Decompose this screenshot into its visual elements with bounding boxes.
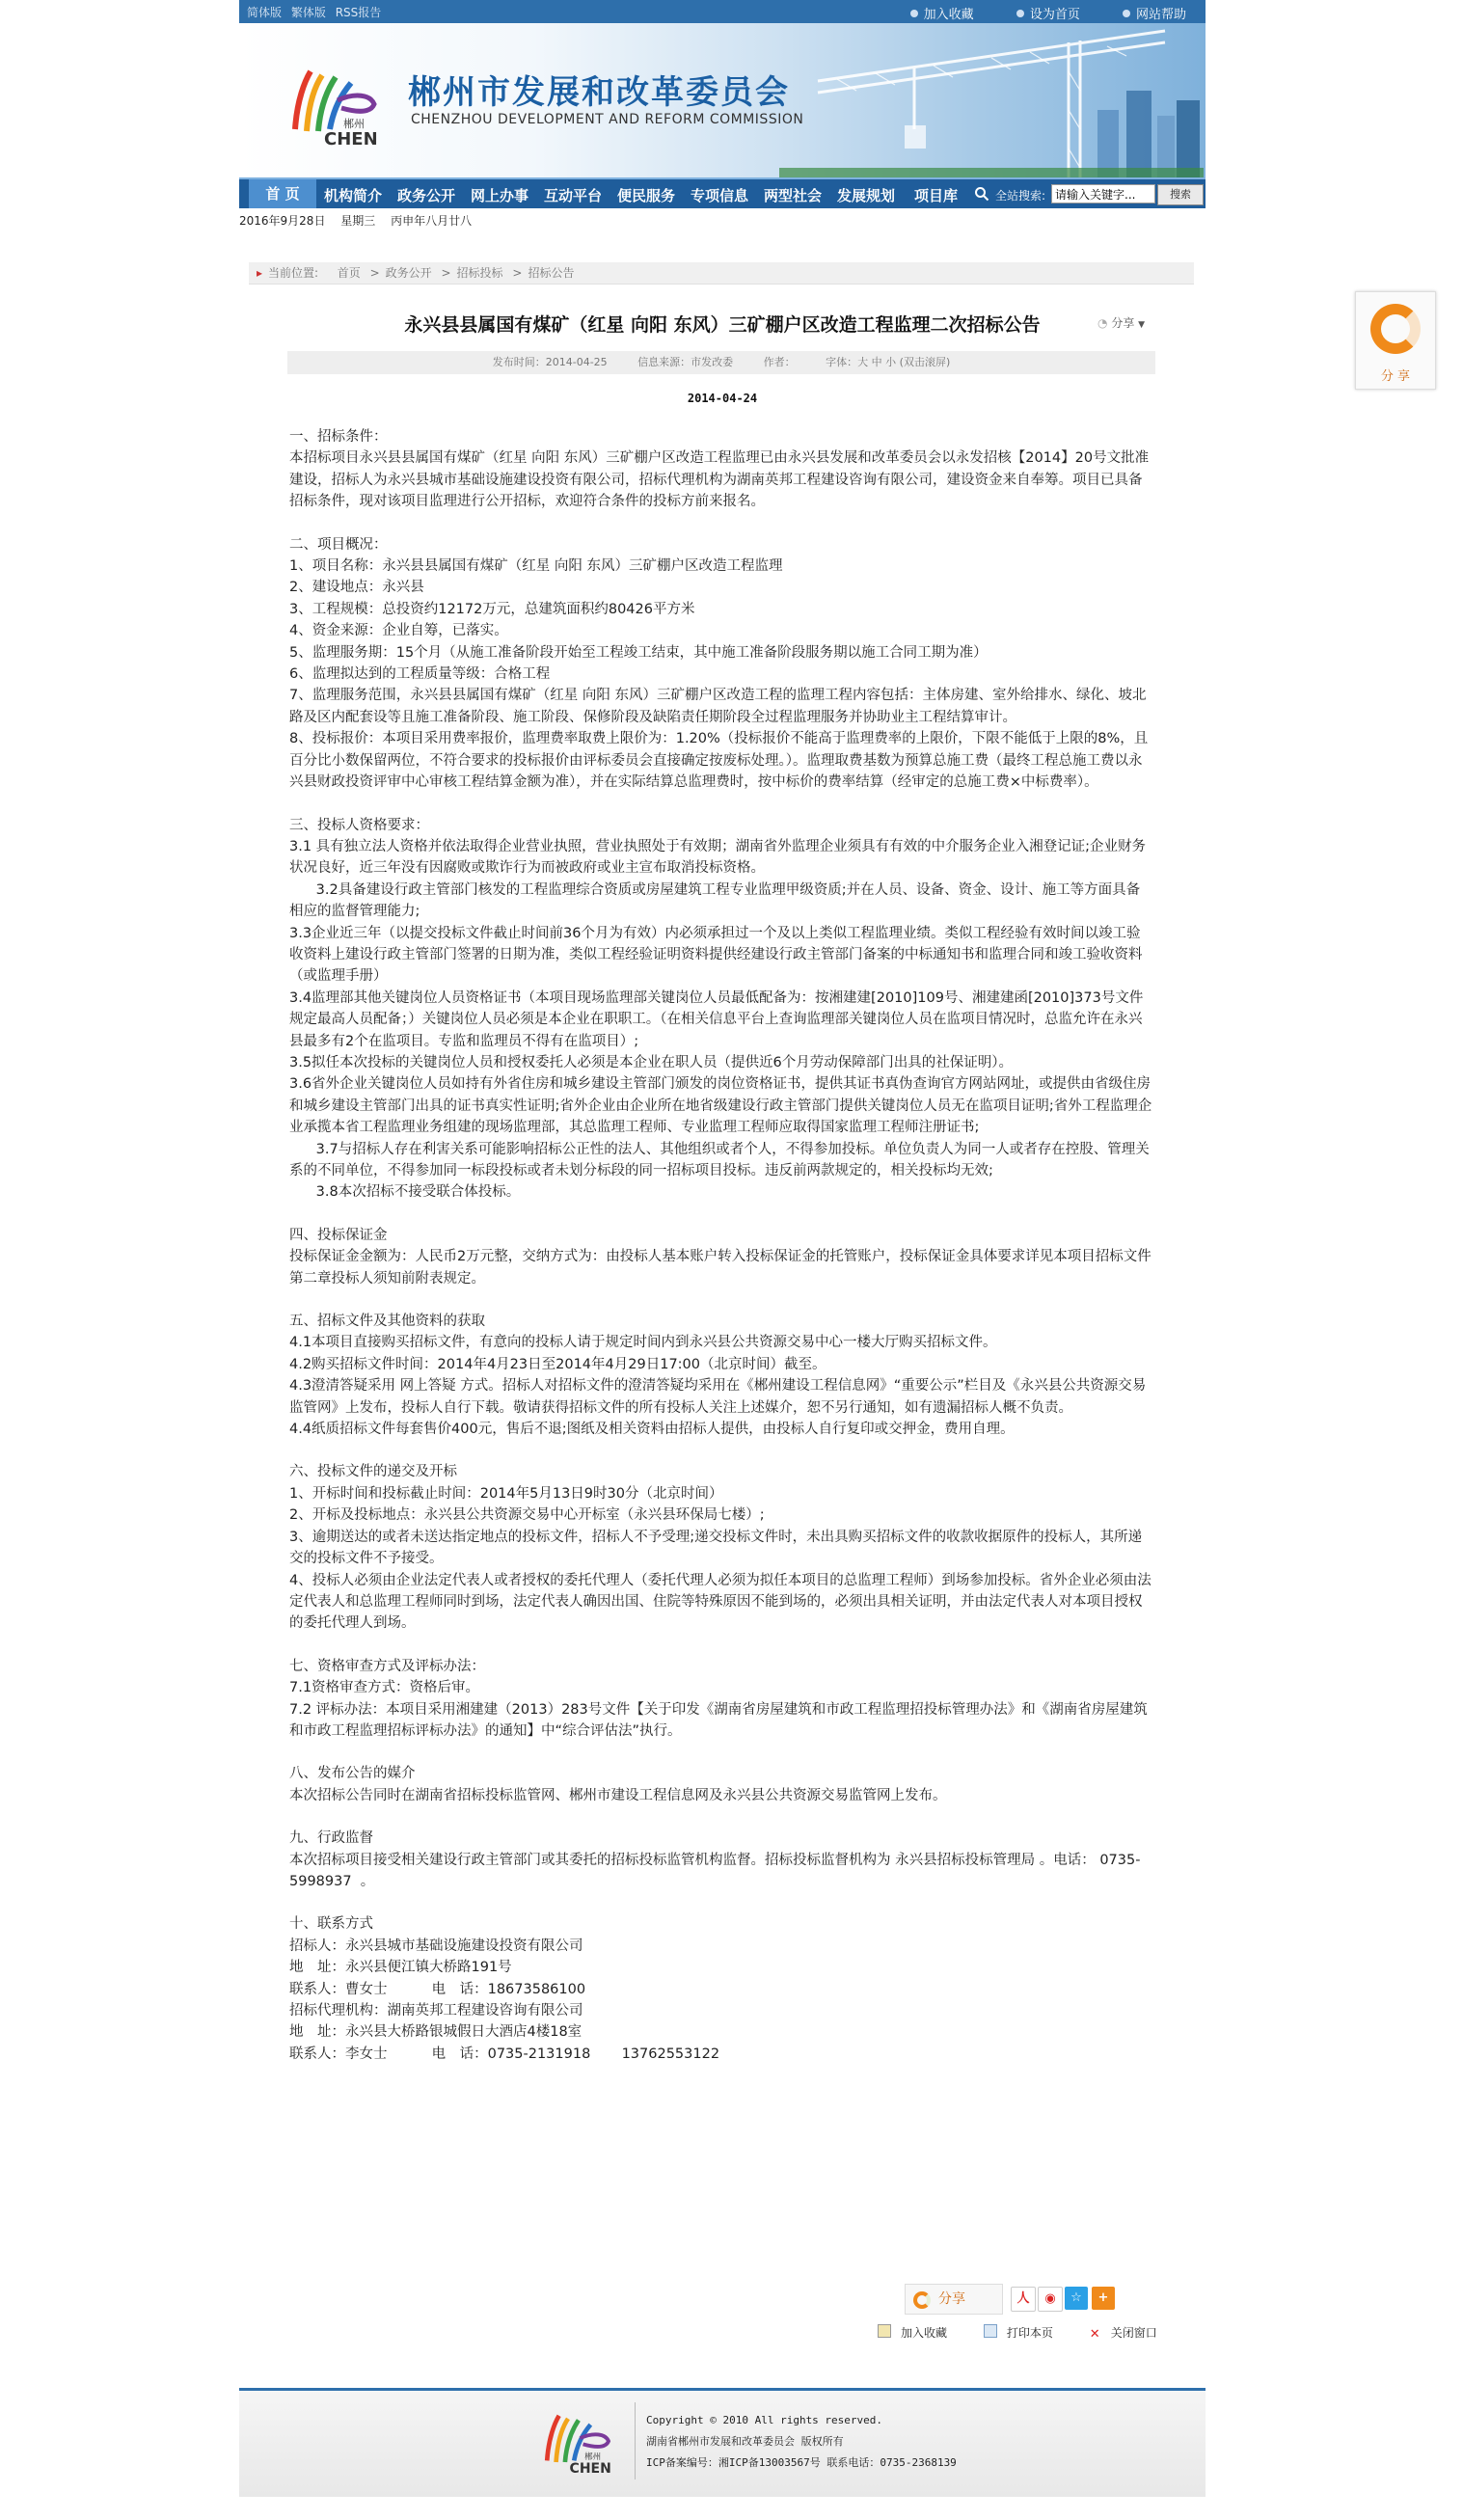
print-icon	[984, 2324, 997, 2338]
rss-link[interactable]: RSS报告	[335, 6, 382, 19]
nav-public-service[interactable]: 便民服务	[617, 187, 676, 204]
article-paragraph: 7.2 评标办法：本项目采用湘建建（2013）283号文件【关于印发《湖南省房屋建筑和市政工程监理招投标管理办法》和《湖南省房屋建筑和市政工程监理招标评标办法》的通知】中“综合评估法”执行。	[289, 1701, 1148, 1739]
article-paragraph: 招标代理机构：湖南英邦工程建设咨询有限公司	[289, 2003, 583, 2019]
search-button[interactable]: 搜索	[1157, 184, 1204, 205]
share-bar	[905, 2284, 1160, 2313]
article-paragraph: 3.2具备建设行政主管部门核发的工程监理综合资质或房屋建筑工程专业监理甲级资质;并在人员、设备、资金、设计、施工等方面具备相应的监督管理能力;	[289, 881, 1141, 920]
breadcrumb-separator: >	[512, 266, 523, 280]
article-paragraph: 7.1资格审查方式：资格后审。	[289, 1680, 480, 1696]
city-crane-illustration	[779, 23, 1204, 177]
article-paragraph: 4、资金来源：企业自筹，已落实。	[289, 623, 508, 639]
article-paragraph: 4、投标人必须由企业法定代表人或者授权的委托代理人（委托代理人必须为拟任本项目的总监理工程师）到场参加投标。省外企业必须由法定代表人和总监理工程师同时到场，法定代表人确因出国、住院等特殊原因不能到场的，必须出具相关证明，并由法定代表人对本项目授权的委托代理人到场。	[289, 1572, 1151, 1632]
qzone-icon[interactable]: ☆	[1065, 2287, 1088, 2310]
article-paragraph: 九、行政监督	[289, 1830, 373, 1847]
svg-text:郴州: 郴州	[584, 2452, 602, 2462]
share-label: 分享	[1111, 316, 1135, 330]
print-page-label: 打印本页	[1006, 2326, 1053, 2340]
share-button[interactable]	[905, 2284, 1003, 2315]
renren-icon[interactable]: 人	[1011, 2287, 1036, 2312]
article-paragraph: 五、招标文件及其他资料的获取	[289, 1314, 485, 1330]
article-paragraph: 七、资格审查方式及评标办法：	[289, 1658, 485, 1674]
meta-author: 作者：	[763, 356, 796, 368]
main-nav	[239, 177, 1206, 208]
article-paragraph: 地 址：永兴县便江镇大桥路191号	[289, 1960, 512, 1976]
nav-interaction[interactable]: 互动平台	[544, 187, 603, 204]
article-title: 永兴县县属国有煤矿（红星 向阳 东风）三矿棚户区改造工程监理二次招标公告	[404, 314, 1041, 336]
article-paragraph: 1、项目名称：永兴县县属国有煤矿（红星 向阳 东风）三矿棚户区改造工程监理	[289, 558, 783, 575]
floating-share-label: 分 享	[1380, 369, 1411, 384]
article-paragraph: 本次招标项目接受相关建设行政主管部门或其委托的招标投标监管机构监督。招标投标监督机构为 永兴县招标投标管理局 。电话： 0735-5998937 。	[289, 1852, 1141, 1889]
current-date: 2016年9月28日	[239, 214, 326, 228]
article-paragraph: 联系人：李女士 电 话：0735-2131918 13762553122	[289, 2046, 720, 2062]
article-meta	[287, 351, 1155, 374]
article-paragraph: 2、建设地点：永兴县	[289, 580, 424, 596]
dot-icon	[1016, 10, 1024, 17]
article-paragraph: 十、联系方式	[289, 1916, 373, 1933]
print-page-tool[interactable]	[984, 2326, 1053, 2340]
breadcrumb-separator: >	[369, 266, 380, 280]
footer	[239, 2388, 1206, 2497]
date-line	[239, 212, 483, 229]
lang-simplified-link[interactable]: 简体版	[247, 6, 283, 19]
share-icon: ◔	[1097, 316, 1108, 330]
nav-online-service[interactable]: 网上办事	[471, 187, 529, 204]
article-paragraph: 4.3澄清答疑采用 网上答疑 方式。招标人对招标文件的澄清答疑均采用在《郴州建设工程信息网》“重要公示”栏目及《永兴县公共资源交易监管网》上发布，投标人自行下载。敬请获得招标文件的所有投标人关注上述媒介，恕不另行通知，如有遗漏招标人概不负责。	[289, 1378, 1147, 1416]
breadcrumb-government-affairs[interactable]: 政务公开	[385, 266, 432, 280]
nav-two-type-society[interactable]: 两型社会	[764, 187, 823, 204]
nav-institution[interactable]: 机构简介	[324, 187, 383, 204]
search-icon	[974, 186, 989, 202]
add-favorite-link[interactable]	[910, 8, 974, 22]
article-paragraph: 地 址：永兴县大桥路银城假日大酒店4楼18室	[289, 2024, 582, 2041]
nav-government-affairs[interactable]: 政务公开	[397, 187, 456, 204]
site-help-label: 网站帮助	[1135, 8, 1186, 22]
article-paragraph: 3、工程规模：总投资约12172万元，总建筑面积约80426平方米	[289, 601, 695, 617]
weibo-icon[interactable]: ◉	[1038, 2287, 1063, 2312]
chevron-right-icon: ▸	[257, 266, 263, 280]
site-title: 郴州市发展和改革委员会	[408, 73, 790, 112]
article-paragraph: 8、投标报价：本项目采用费率报价，监理费率取费上限价为：1.20%（投标报价不能高于监理费率的上限价，下限不能低于上限的8%，且百分比小数保留两位，不符合要求的投标报价由评标委员会直接确定按废标处理。）。监理取费基数为预算总施工费（最终工程总施工费以永兴县财政投资评审中心审核工程结算金额为准），并在实际结算总监理费时，按中标价的费率结算（经审定的总施工费×中标费率）。	[289, 731, 1149, 791]
article-paragraph: 六、投标文件的递交及开标	[289, 1464, 457, 1480]
language-links	[247, 4, 387, 20]
article-paragraph: 本次招标公告同时在湖南省招标投标监管网、郴州市建设工程信息网及永兴县公共资源交易监管网上发布。	[289, 1787, 947, 1803]
article-paragraph: 投标保证金金额为：人民币2万元整，交纳方式为：由投标人基本账户转入投标保证金的托管账户，投标保证金具体要求详见本项目招标文件第二章投标人须知前附表规定。	[289, 1249, 1151, 1287]
article-paragraph: 2、开标及投标地点：永兴县公共资源交易中心开标室（永兴县环保局七楼）;	[289, 1507, 765, 1524]
nav-development-plan[interactable]: 发展规划	[837, 187, 896, 204]
breadcrumb-home[interactable]: 首页	[337, 266, 361, 280]
close-window-label: 关闭窗口	[1110, 2326, 1157, 2340]
site-logo-icon[interactable]	[278, 62, 384, 149]
article-paragraph: 4.1本项目直接购买招标文件，有意向的投标人请于规定时间内到永兴县公共资源交易中心一楼大厅购买招标文件。	[289, 1335, 997, 1351]
footer-copyright: Copyright © 2010 All rights reserved.	[646, 2414, 883, 2426]
paragraph-spacer	[289, 1289, 1153, 1311]
paragraph-spacer	[289, 1204, 1153, 1225]
article-paragraph: 3.7与招标人存在利害关系可能影响招标公正性的法人、其他组织或者个人，不得参加投标。单位负责人为同一人或者存在控股、管理关系的不同单位，不得参加同一标段投标或者未划分标段的同一招标项目投标。违反前两款规定的，相关投标均无效;	[289, 1141, 1150, 1179]
article-paragraph: 3.5拟任本次投标的关键岗位人员和授权委托人必须是本企业在职人员（提供近6个月劳动保障部门出具的社保证明）。	[289, 1054, 1014, 1070]
add-favorite-label: 加入收藏	[923, 8, 974, 22]
top-bar	[239, 0, 1206, 23]
dot-icon	[1123, 10, 1130, 17]
article-paragraph: 3.4监理部其他关键岗位人员资格证书（本项目现场监理部关键岗位人员最低配备为：按湘建建[2010]109号、湘建建函[2010]373号文件规定最高人员配备；）关键岗位人员必须是本企业在职职工。（在相关信息平台上查询监理部关键岗位人员在监项目情况时，总监允许在永兴县最多有2个在监项目。专监和监理员不得有在监项目）;	[289, 989, 1144, 1049]
set-homepage-link[interactable]	[1016, 8, 1080, 22]
article-paragraph: 3、逾期送达的或者未送达指定地点的投标文件，招标人不予受理;递交投标文件时，未出具购买招标文件的收款收据原件的投标人，其所递交的投标文件不予接受。	[289, 1529, 1143, 1567]
nav-project-library[interactable]: 项目库	[914, 187, 959, 204]
breadcrumb-separator: >	[441, 266, 451, 280]
add-favorite-tool[interactable]	[878, 2326, 947, 2340]
add-favorite-tool-label: 加入收藏	[901, 2326, 948, 2340]
article-paragraph: 联系人：曹女士 电 话：18673586100	[289, 1981, 586, 1997]
article-paragraph: 3.3企业近三年（以提交投标文件截止时间前36个月为有效）内必须承担过一个及以上类似工程监理业绩。类似工程经验有效时间以竣工验收资料上建设行政主管部门签署的日期为准，类似工程经验证明资料提供经建设行政主管部门备案的中标通知书和监理合同和竣工验收资料（或监理手册）	[289, 925, 1143, 985]
breadcrumb	[249, 262, 1194, 285]
lang-traditional-link[interactable]: 繁体版	[290, 6, 326, 19]
dot-icon	[910, 10, 918, 17]
breadcrumb-bidding[interactable]: 招标投标	[456, 266, 503, 280]
article-paragraph: 7、监理服务范围，永兴县县属国有煤矿（红星 向阳 东风）三矿棚户区改造工程的监理工程内容包括：主体房建、室外给排水、绿化、坡北路及区内配套设等且施工准备阶段、施工阶段、保修阶段及缺陷责任期阶段全过程监理服务并协助业主工程结算审计。	[289, 688, 1147, 725]
nav-special-info[interactable]: 专项信息	[691, 187, 749, 204]
paragraph-spacer	[289, 1440, 1153, 1461]
footer-owner: 湖南省郴州市发展和改革委员会 版权所有	[646, 2435, 844, 2448]
article-paragraph: 八、发布公告的媒介	[289, 1766, 416, 1782]
article-paragraph: 二、项目概况：	[289, 536, 388, 553]
breadcrumb-bid-notice[interactable]: 招标公告	[528, 266, 575, 280]
paragraph-spacer	[289, 794, 1153, 815]
article-paragraph: 3.8本次招标不接受联合体投标。	[289, 1184, 521, 1201]
svg-text:CHEN: CHEN	[324, 129, 378, 149]
lunar-date: 丙申年八月廿八	[391, 214, 473, 228]
article-paragraph: 4.2购买招标文件时间：2014年4月23日至2014年4月29日17:00（北京时间）截至。	[289, 1356, 826, 1372]
favorite-icon	[878, 2324, 891, 2338]
article-body	[289, 426, 1153, 2065]
article-paragraph: 1、开标时间和投标截止时间：2014年5月13日9时30分（北京时间）	[289, 1485, 723, 1502]
article-paragraph: 3.1 具有独立法人资格并依法取得企业营业执照，营业执照处于有效期；湖南省外监理企业须具有有效的中介服务企业入湘登记证;企业财务状况良好，近三年没有因腐败或欺诈行为而被政府或业主宣布取消投标资格。	[289, 838, 1147, 877]
site-subtitle: CHENZHOU DEVELOPMENT AND REFORM COMMISSION	[411, 112, 804, 127]
floating-share-widget[interactable]	[1355, 291, 1436, 390]
header-banner	[239, 23, 1206, 177]
site-help-link[interactable]	[1123, 8, 1186, 22]
footer-text	[646, 2410, 957, 2474]
share-logo-icon	[1370, 304, 1421, 354]
paragraph-spacer	[289, 513, 1153, 534]
search-input[interactable]	[1051, 184, 1155, 203]
breadcrumb-prefix: 当前位置:	[268, 266, 319, 280]
set-homepage-label: 设为首页	[1029, 8, 1080, 22]
paragraph-spacer	[289, 1635, 1153, 1656]
article-paragraph: 6、监理拟达到的工程质量等级：合格工程	[289, 666, 551, 683]
meta-font-size[interactable]: 字体：大 中 小 (双击滚屏)	[826, 356, 951, 368]
meta-publish-time: 发布时间：2014-04-25	[492, 356, 608, 368]
article-paragraph: 三、投标人资格要求：	[289, 817, 429, 833]
paragraph-spacer	[289, 1806, 1153, 1828]
footer-logo-icon	[533, 2408, 616, 2476]
article-paragraph: 5、监理服务期：15个月（从施工准备阶段开始至工程竣工结束，其中施工准备阶段服务期以施工合同工期为准）	[289, 644, 988, 661]
meta-source: 信息来源：市发改委	[637, 356, 734, 368]
close-window-tool[interactable]	[1090, 2326, 1157, 2340]
more-share-icon[interactable]: +	[1092, 2287, 1115, 2310]
top-links	[872, 4, 1186, 22]
footer-divider	[635, 2402, 636, 2479]
article-paragraph: 招标人：永兴县城市基础设施建设投资有限公司	[289, 1937, 583, 1954]
article-paragraph: 四、投标保证金	[289, 1227, 388, 1243]
page-tools	[878, 2324, 1190, 2341]
article-paragraph: 3.6省外企业关键岗位人员如持有外省住房和城乡建设主管部门颁发的岗位资格证书，提供其证书真伪查询官方网站网址，或提供由省级住房和城乡建设主管部门出具的证书真实性证明;省外企业由企业所在地省级建设行政主管部门提供关键岗位人员无在监项目证明;省外工程监理企业承揽本省工程监理业务组建的现场监理部，其总监理工程师、专业监理工程师应取得国家监理工程师注册证书;	[289, 1076, 1152, 1136]
share-dropdown[interactable]	[1097, 314, 1145, 331]
svg-text:CHEN: CHEN	[569, 2460, 611, 2476]
search-label: 全站搜索:	[995, 189, 1046, 203]
paragraph-spacer	[289, 1892, 1153, 1913]
chevron-down-icon: ▼	[1138, 320, 1146, 330]
footer-icp: ICP备案编号：湘ICP备13003567号 联系电话：0735-2368139	[646, 2456, 957, 2469]
article-paragraph: 一、招标条件：	[289, 429, 388, 445]
current-weekday: 星期三	[340, 214, 376, 228]
svg-text:郴州: 郴州	[343, 118, 365, 130]
nav-home[interactable]: 首 页	[249, 179, 316, 208]
close-icon: ✕	[1089, 2327, 1100, 2342]
share-button-label: 分享	[938, 2291, 965, 2307]
article-paragraph: 4.4纸质招标文件每套售价400元，售后不退;图纸及相关资料由招标人提供，由投标人自行复印或交押金，费用自理。	[289, 1422, 1015, 1438]
article-date: 2014-04-24	[687, 392, 758, 405]
paragraph-spacer	[289, 1742, 1153, 1763]
article-paragraph: 本招标项目永兴县县属国有煤矿（红星 向阳 东风）三矿棚户区改造工程监理已由永兴县发展和改革委员会以永发招核【2014】20号文批准建设，招标人为永兴县城市基础设施建设投资有限公司，招标代理机构为湖南英邦工程建设咨询有限公司，建设资金来自奉筹。项目已具备招标条件，现对该项目监理进行公开招标，欢迎符合条件的投标方前来报名。	[289, 450, 1150, 510]
share-logo-icon	[913, 2291, 931, 2309]
